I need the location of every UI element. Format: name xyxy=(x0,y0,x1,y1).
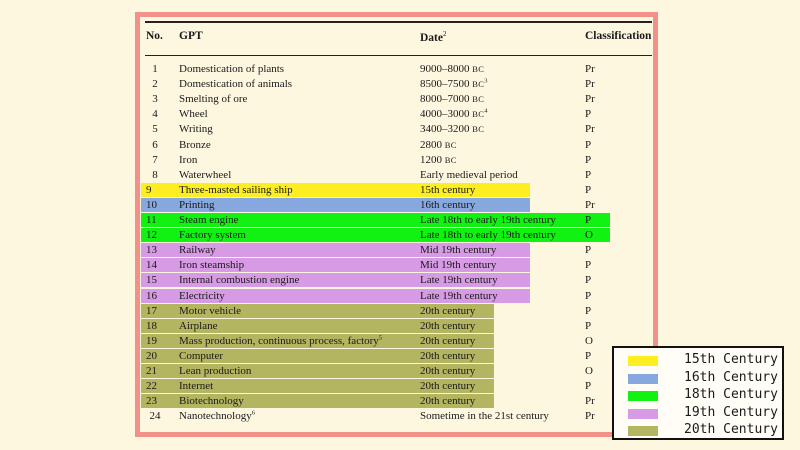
cell-gpt xyxy=(179,93,247,106)
cell-gpt xyxy=(179,305,241,318)
legend-label: 15th Century xyxy=(684,352,778,367)
legend-label: 19th Century xyxy=(684,404,778,420)
cell-no: 13 xyxy=(146,244,157,257)
cell-gpt xyxy=(179,139,211,152)
cell-gpt-text: Iron xyxy=(179,153,198,166)
cell-date xyxy=(420,63,484,76)
date-era: BC xyxy=(472,79,485,90)
date-era: BC xyxy=(472,109,485,120)
cell-classification: P xyxy=(585,183,592,196)
cell-date xyxy=(420,320,475,333)
table-row xyxy=(0,183,800,198)
cell-classification: P xyxy=(585,168,592,181)
cell-classification: P xyxy=(585,319,592,332)
cell-date xyxy=(420,93,484,106)
cell-date-text: 4000–3000 xyxy=(420,108,470,121)
cell-date xyxy=(420,350,475,363)
table-row xyxy=(0,258,800,273)
cell-classification: Pr xyxy=(585,123,595,136)
cell-date-text: 1200 xyxy=(420,153,442,166)
date-era: BC xyxy=(444,154,457,165)
cell-date-text: 20th century xyxy=(420,319,476,332)
cell-gpt xyxy=(179,320,217,333)
cell-date xyxy=(420,365,475,378)
date-era: BC xyxy=(444,139,457,150)
cell-classification: Pr xyxy=(585,63,595,75)
cell-gpt-text: Electricity xyxy=(179,289,225,302)
legend-swatch xyxy=(628,409,658,419)
cell-date-text: Late 19th century xyxy=(420,289,498,302)
cell-gpt-text: Printing xyxy=(179,198,215,211)
cell-date-text: 3400–3200 xyxy=(420,123,470,136)
cell-date xyxy=(420,395,475,408)
table-row xyxy=(0,304,800,319)
cell-classification: P xyxy=(585,349,592,362)
gpt-footnote: 5 xyxy=(378,334,383,342)
cell-date-text: Late 18th to early 19th century xyxy=(420,229,556,242)
table-row xyxy=(0,319,800,334)
cell-gpt-text: Internet xyxy=(179,380,214,393)
cell-date xyxy=(420,199,475,212)
cell-no: 5 xyxy=(152,123,158,136)
cell-no: 2 xyxy=(152,78,158,91)
cell-date xyxy=(420,214,556,227)
cell-gpt-text: Factory system xyxy=(179,229,246,242)
legend-swatch xyxy=(628,391,658,401)
cell-gpt xyxy=(179,410,255,423)
cell-classification: P xyxy=(585,380,592,393)
cell-gpt-text: Mass production, continuous process, factory xyxy=(179,334,379,347)
cell-no: 16 xyxy=(146,289,157,302)
cell-gpt-text: Waterwheel xyxy=(179,168,232,181)
cell-no: 1 xyxy=(152,63,158,75)
cell-no: 6 xyxy=(152,138,158,151)
table-row xyxy=(0,92,800,107)
cell-no: 20 xyxy=(146,349,157,362)
table-row xyxy=(0,289,800,304)
cell-date-text: 20th century xyxy=(420,365,476,377)
cell-no: 4 xyxy=(152,108,158,121)
cell-no: 18 xyxy=(146,319,157,332)
cell-date xyxy=(420,78,487,91)
cell-gpt-text: Motor vehicle xyxy=(179,304,242,317)
cell-classification: O xyxy=(585,365,593,377)
cell-no: 24 xyxy=(149,410,161,423)
cell-classification: P xyxy=(585,214,592,226)
cell-gpt xyxy=(179,259,244,272)
legend-swatch xyxy=(628,374,658,384)
cell-classification: P xyxy=(585,274,592,287)
cell-date-text: 16th century xyxy=(420,198,476,211)
header-date-label: Date xyxy=(420,31,443,44)
cell-date xyxy=(420,244,496,257)
cell-gpt-text: Wheel xyxy=(179,108,208,121)
cell-classification: Pr xyxy=(585,78,595,91)
cell-no: 19 xyxy=(146,334,157,347)
cell-date xyxy=(420,274,498,287)
legend-label: 16th Century xyxy=(684,369,778,385)
cell-date-text: 8000–7000 xyxy=(420,93,470,106)
cell-gpt-text: Writing xyxy=(179,123,213,136)
cell-gpt xyxy=(179,108,208,121)
cell-classification: P xyxy=(585,304,592,317)
cell-date-text: Sometime in the 21st century xyxy=(420,410,549,423)
cell-gpt xyxy=(179,154,197,167)
cell-date xyxy=(420,139,457,152)
table-row xyxy=(0,138,800,153)
cell-date xyxy=(420,290,498,303)
cell-date-text: 9000–8000 xyxy=(420,63,470,75)
cell-date-text: Mid 19th century xyxy=(420,244,497,257)
cell-gpt xyxy=(179,380,213,393)
cell-no: 14 xyxy=(146,259,157,272)
cell-no: 22 xyxy=(146,380,157,393)
legend-label: 20th Century xyxy=(684,422,778,437)
cell-classification: Pr xyxy=(585,410,595,423)
date-era: BC xyxy=(472,64,485,74)
cell-no: 15 xyxy=(146,274,157,287)
cell-gpt xyxy=(179,199,214,212)
cell-date xyxy=(420,410,549,423)
table-row xyxy=(0,77,800,92)
cell-gpt-text: Iron steamship xyxy=(179,259,245,272)
cell-gpt xyxy=(179,365,251,378)
table-top-rule xyxy=(145,21,652,23)
cell-date-text: 20th century xyxy=(420,395,476,408)
cell-gpt xyxy=(179,335,382,348)
cell-gpt xyxy=(179,290,225,303)
cell-gpt xyxy=(179,169,231,182)
cell-gpt-text: Nanotechnology xyxy=(179,410,252,423)
cell-date xyxy=(420,184,475,197)
cell-classification: Pr xyxy=(585,93,595,106)
cell-gpt-text: Bronze xyxy=(179,138,211,151)
cell-gpt-text: Three-masted sailing ship xyxy=(179,183,293,196)
cell-gpt-text: Steam engine xyxy=(179,214,239,226)
cell-date xyxy=(420,154,457,167)
table-row xyxy=(0,228,800,243)
cell-classification: P xyxy=(585,244,592,257)
cell-gpt xyxy=(179,78,292,91)
cell-gpt-text: Internal combustion engine xyxy=(179,274,300,287)
date-era: BC xyxy=(472,124,485,135)
cell-date xyxy=(420,380,475,393)
cell-gpt xyxy=(179,63,284,76)
date-footnote: 4 xyxy=(484,107,488,115)
cell-date-text: Early medieval period xyxy=(420,168,518,181)
cell-no: 3 xyxy=(152,93,158,106)
cell-date xyxy=(420,335,475,348)
table-row xyxy=(0,168,800,183)
table-row xyxy=(0,107,800,122)
legend-swatch xyxy=(628,426,658,436)
cell-date-text: 20th century xyxy=(420,334,476,347)
cell-classification: O xyxy=(585,229,593,242)
cell-classification: O xyxy=(585,334,593,347)
cell-date-text: 20th century xyxy=(420,380,476,393)
cell-no: 8 xyxy=(152,168,158,181)
legend-label: 18th Century xyxy=(684,387,778,402)
cell-gpt xyxy=(179,184,293,197)
table-row xyxy=(0,273,800,288)
cell-gpt xyxy=(179,274,299,287)
cell-classification: P xyxy=(585,138,592,151)
cell-gpt xyxy=(179,395,244,408)
cell-gpt-text: Biotechnology xyxy=(179,395,244,408)
header-no: No. xyxy=(146,30,163,42)
header-gpt: GPT xyxy=(179,30,203,42)
table-row xyxy=(0,62,800,77)
cell-no: 9 xyxy=(146,183,152,196)
table-row xyxy=(0,198,800,213)
cell-gpt-text: Domestication of plants xyxy=(179,63,285,75)
cell-date-text: 2800 xyxy=(420,138,442,151)
cell-date-text: Mid 19th century xyxy=(420,259,497,272)
cell-gpt-text: Smelting of ore xyxy=(179,93,248,106)
cell-date xyxy=(420,108,487,121)
cell-gpt xyxy=(179,350,223,363)
legend-swatch xyxy=(628,356,658,366)
cell-date xyxy=(420,305,475,318)
cell-date xyxy=(420,169,518,182)
cell-no: 23 xyxy=(146,395,157,408)
cell-date-text: 20th century xyxy=(420,349,476,362)
cell-gpt-text: Railway xyxy=(179,244,216,257)
cell-date xyxy=(420,229,556,242)
cell-date xyxy=(420,259,496,272)
cell-date xyxy=(420,123,484,136)
cell-classification: P xyxy=(585,289,592,302)
cell-no: 7 xyxy=(152,153,158,166)
cell-classification: Pr xyxy=(585,198,595,211)
cell-gpt-text: Computer xyxy=(179,349,223,362)
cell-classification: P xyxy=(585,153,592,166)
cell-classification: Pr xyxy=(585,395,595,408)
cell-no: 11 xyxy=(146,214,157,226)
cell-date-text: 8500–7500 xyxy=(420,78,470,91)
cell-no: 12 xyxy=(146,229,157,242)
cell-no: 21 xyxy=(146,365,157,377)
table-row xyxy=(0,122,800,137)
gpt-footnote: 6 xyxy=(251,409,255,417)
header-date xyxy=(420,30,447,44)
cell-gpt-text: Lean production xyxy=(179,365,252,377)
cell-date-text: Late 19th century xyxy=(420,274,498,287)
date-footnote: 3 xyxy=(484,77,488,85)
cell-gpt xyxy=(179,214,239,227)
table-row xyxy=(0,213,800,228)
cell-date-text: 20th century xyxy=(420,304,476,317)
cell-gpt xyxy=(179,244,216,257)
header-date-footnote: 2 xyxy=(443,30,447,38)
table-row xyxy=(0,153,800,168)
cell-gpt xyxy=(179,229,246,242)
cell-gpt xyxy=(179,123,213,136)
cell-gpt-text: Airplane xyxy=(179,319,218,332)
century-legend xyxy=(612,346,784,440)
cell-date-text: Late 18th to early 19th century xyxy=(420,214,556,226)
cell-no: 10 xyxy=(146,198,157,211)
cell-classification: P xyxy=(585,108,592,121)
table-row xyxy=(0,243,800,258)
cell-classification: P xyxy=(585,259,592,272)
cell-date-text: 15th century xyxy=(420,183,476,196)
header-classification: Classification xyxy=(585,30,652,42)
table-header-rule xyxy=(145,55,652,56)
date-era: BC xyxy=(472,94,485,105)
cell-no: 17 xyxy=(146,304,157,317)
cell-gpt-text: Domestication of animals xyxy=(179,78,293,91)
